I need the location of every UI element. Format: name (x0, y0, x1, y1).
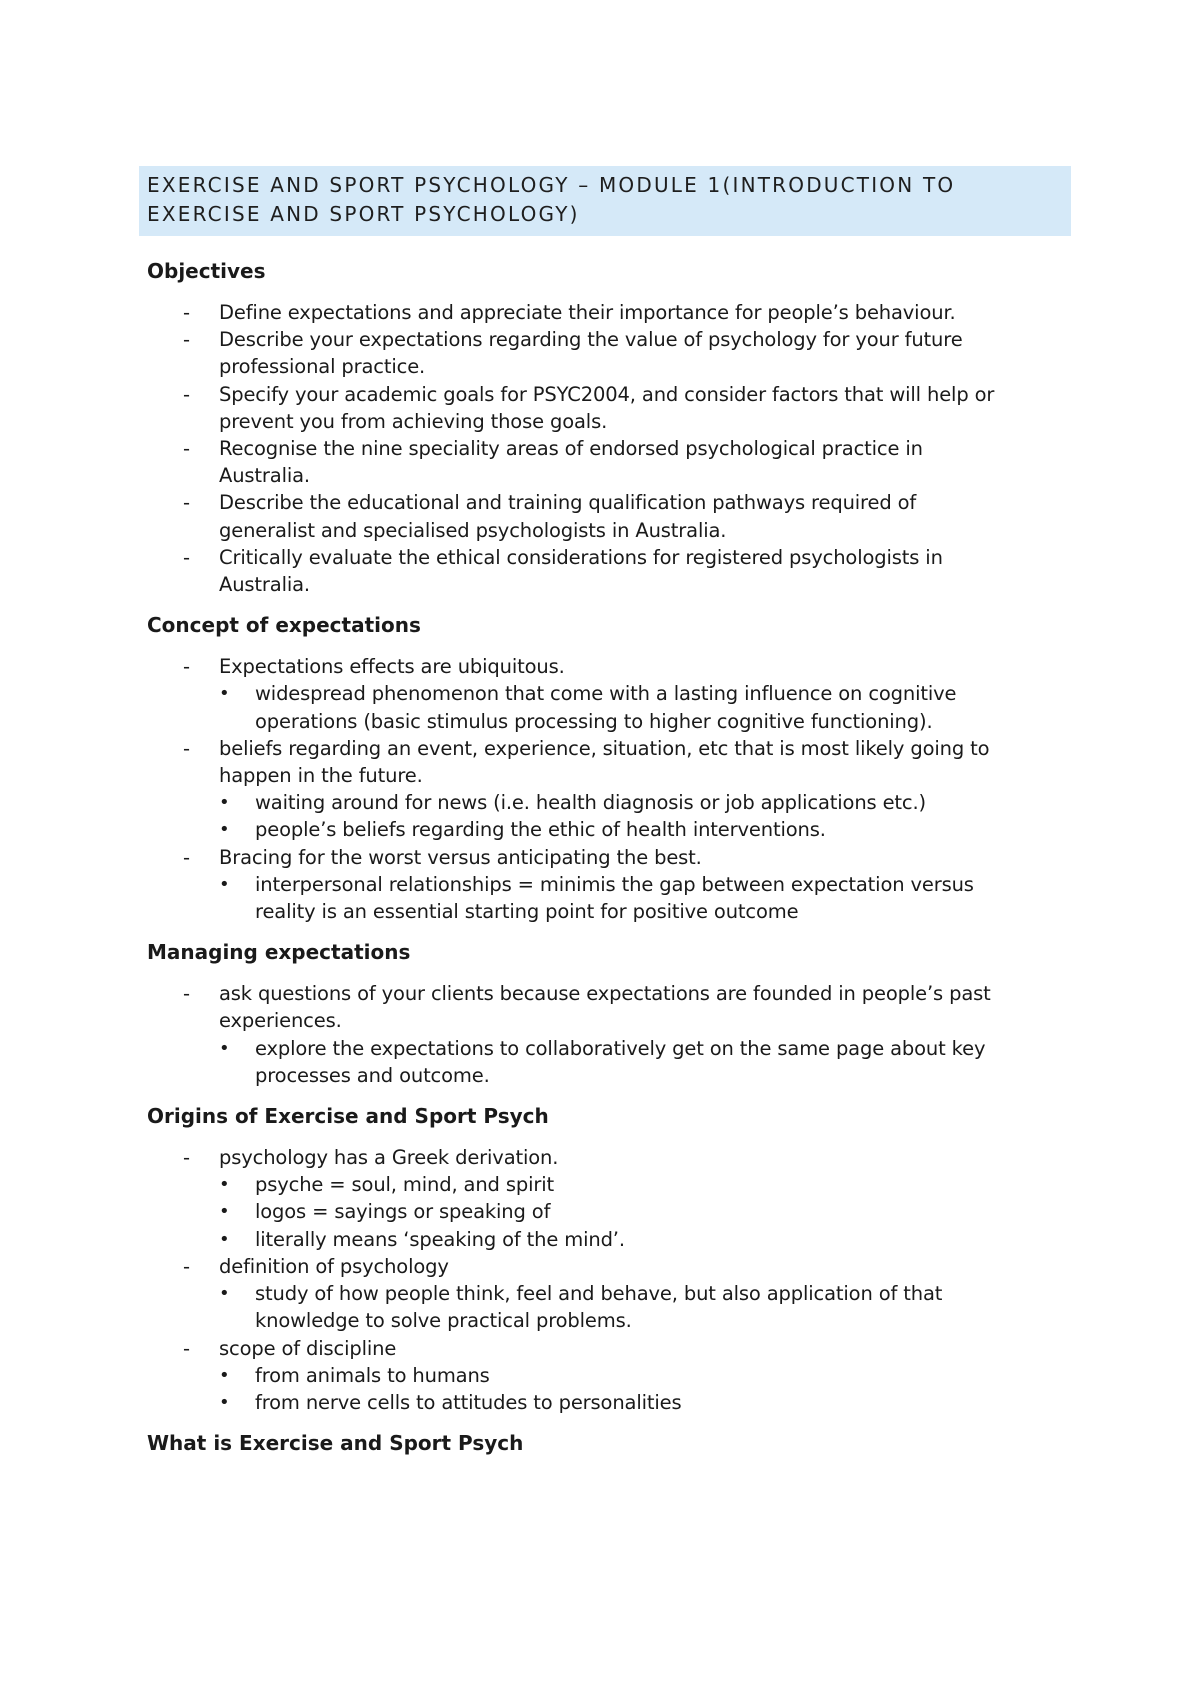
dash-marker: - (183, 491, 190, 515)
list-item-text: experiences. (219, 1009, 342, 1033)
section-heading: Managing expectations (147, 940, 411, 965)
bullet-marker: • (219, 873, 230, 895)
sub-list-item-text: processes and outcome. (255, 1063, 490, 1087)
dash-marker: - (183, 845, 190, 869)
bullet-marker: • (219, 819, 230, 841)
dash-marker: - (183, 1336, 190, 1360)
list-item (147, 1144, 1067, 1171)
list-item-text: professional practice. (219, 355, 426, 379)
section-heading: Concept of expectations (147, 613, 421, 638)
sub-list-item-text: logos = sayings or speaking of (255, 1200, 551, 1224)
sub-list-item-text: waiting around for news (i.e. health diagnosis or job applications etc.) (255, 791, 927, 815)
list-item (147, 544, 1067, 598)
sub-list-item-text: from nerve cells to attitudes to personalities (255, 1390, 682, 1414)
list-item (147, 435, 1067, 489)
list-item-text: generalist and specialised psychologists in Australia. (219, 518, 727, 542)
bullet-marker: • (219, 683, 230, 705)
bullet-marker: • (219, 1391, 230, 1413)
document-body (147, 252, 1067, 1471)
sub-list-item-text: interpersonal relationships = minimis the gap between expectation versus (255, 872, 974, 896)
module-title-banner (139, 166, 1071, 236)
sub-list-item-text: literally means ‘speaking of the mind’. (255, 1227, 625, 1251)
dash-marker: - (183, 382, 190, 406)
section-list (147, 1144, 1067, 1416)
list-item-text: happen in the future. (219, 764, 423, 788)
dash-marker: - (183, 545, 190, 569)
list-item-text: Expectations effects are ubiquitous. (219, 655, 565, 679)
sub-list-item (147, 1389, 1067, 1416)
list-item-text: Australia. (219, 573, 310, 597)
dash-marker: - (183, 437, 190, 461)
sub-list-item-text: widespread phenomenon that come with a lasting influence on cognitive (255, 682, 957, 706)
list-item-text: ask questions of your clients because expectations are founded in people’s past (219, 982, 991, 1006)
sub-list-item (147, 789, 1067, 816)
bullet-marker: • (219, 792, 230, 814)
sub-list-item-text: psyche = soul, mind, and spirit (255, 1173, 554, 1197)
sub-list-item (147, 871, 1067, 925)
section-heading: Origins of Exercise and Sport Psych (147, 1104, 549, 1129)
list-item-text: Bracing for the worst versus anticipating the best. (219, 845, 702, 869)
list-item-text: Describe your expectations regarding the value of psychology for your future (219, 328, 963, 352)
module-title-line-1: EXERCISE AND SPORT PSYCHOLOGY – MODULE 1(INTRODUCTION TO (147, 173, 956, 197)
section-list (147, 299, 1067, 598)
dash-marker: - (183, 736, 190, 760)
section-list (147, 653, 1067, 925)
sub-list-item (147, 1035, 1067, 1089)
list-item (147, 980, 1067, 1034)
dash-marker: - (183, 982, 190, 1006)
list-item-text: Specify your academic goals for PSYC2004, and consider factors that will help or (219, 382, 995, 406)
sub-list-item-text: study of how people think, feel and behave, but also application of that (255, 1282, 943, 1306)
dash-marker: - (183, 1254, 190, 1278)
list-item (147, 299, 1067, 326)
list-item (147, 489, 1067, 543)
list-item-text: prevent you from achieving those goals. (219, 409, 608, 433)
bullet-marker: • (219, 1174, 230, 1196)
sub-list-item (147, 816, 1067, 843)
bullet-marker: • (219, 1364, 230, 1386)
list-item-text: scope of discipline (219, 1336, 397, 1360)
list-item-text: beliefs regarding an event, experience, situation, etc that is most likely going to (219, 736, 990, 760)
sub-list-item (147, 1280, 1067, 1334)
sub-list-item (147, 1226, 1067, 1253)
list-item-text: psychology has a Greek derivation. (219, 1146, 559, 1170)
section-heading: Objectives (147, 259, 266, 283)
list-item (147, 381, 1067, 435)
dash-marker: - (183, 328, 190, 352)
sub-list-item-text: from animals to humans (255, 1363, 490, 1387)
list-item (147, 326, 1067, 380)
bullet-marker: • (219, 1283, 230, 1305)
sub-list-item-text: operations (basic stimulus processing to higher cognitive functioning). (255, 709, 933, 733)
bullet-marker: • (219, 1228, 230, 1250)
dash-marker: - (183, 655, 190, 679)
list-item (147, 1335, 1067, 1362)
section-heading: What is Exercise and Sport Psych (147, 1431, 524, 1456)
sub-list-item-text: explore the expectations to collaboratively get on the same page about key (255, 1036, 986, 1060)
list-item-text: Critically evaluate the ethical considerations for registered psychologists in (219, 545, 943, 569)
bullet-marker: • (219, 1037, 230, 1059)
bullet-marker: • (219, 1201, 230, 1223)
sub-list-item-text: knowledge to solve practical problems. (255, 1309, 632, 1333)
sub-list-item (147, 1198, 1067, 1225)
sub-list-item (147, 680, 1067, 734)
module-title-line-2: EXERCISE AND SPORT PSYCHOLOGY) (147, 202, 580, 226)
sub-list-item (147, 1362, 1067, 1389)
list-item-text: Define expectations and appreciate their importance for people’s behaviour. (219, 301, 956, 324)
list-item (147, 735, 1067, 789)
list-item-text: Recognise the nine speciality areas of endorsed psychological practice in (219, 437, 923, 461)
list-item (147, 844, 1067, 871)
sub-list-item (147, 1171, 1067, 1198)
dash-marker: - (183, 1146, 190, 1170)
list-item-text: Australia. (219, 464, 310, 488)
list-item-text: Describe the educational and training qualification pathways required of (219, 491, 917, 515)
list-item (147, 653, 1067, 680)
sub-list-item-text: people’s beliefs regarding the ethic of health interventions. (255, 818, 826, 842)
sub-list-item-text: reality is an essential starting point for positive outcome (255, 900, 799, 924)
list-item (147, 1253, 1067, 1280)
dash-marker: - (183, 301, 190, 324)
list-item-text: definition of psychology (219, 1254, 449, 1278)
section-list (147, 980, 1067, 1089)
